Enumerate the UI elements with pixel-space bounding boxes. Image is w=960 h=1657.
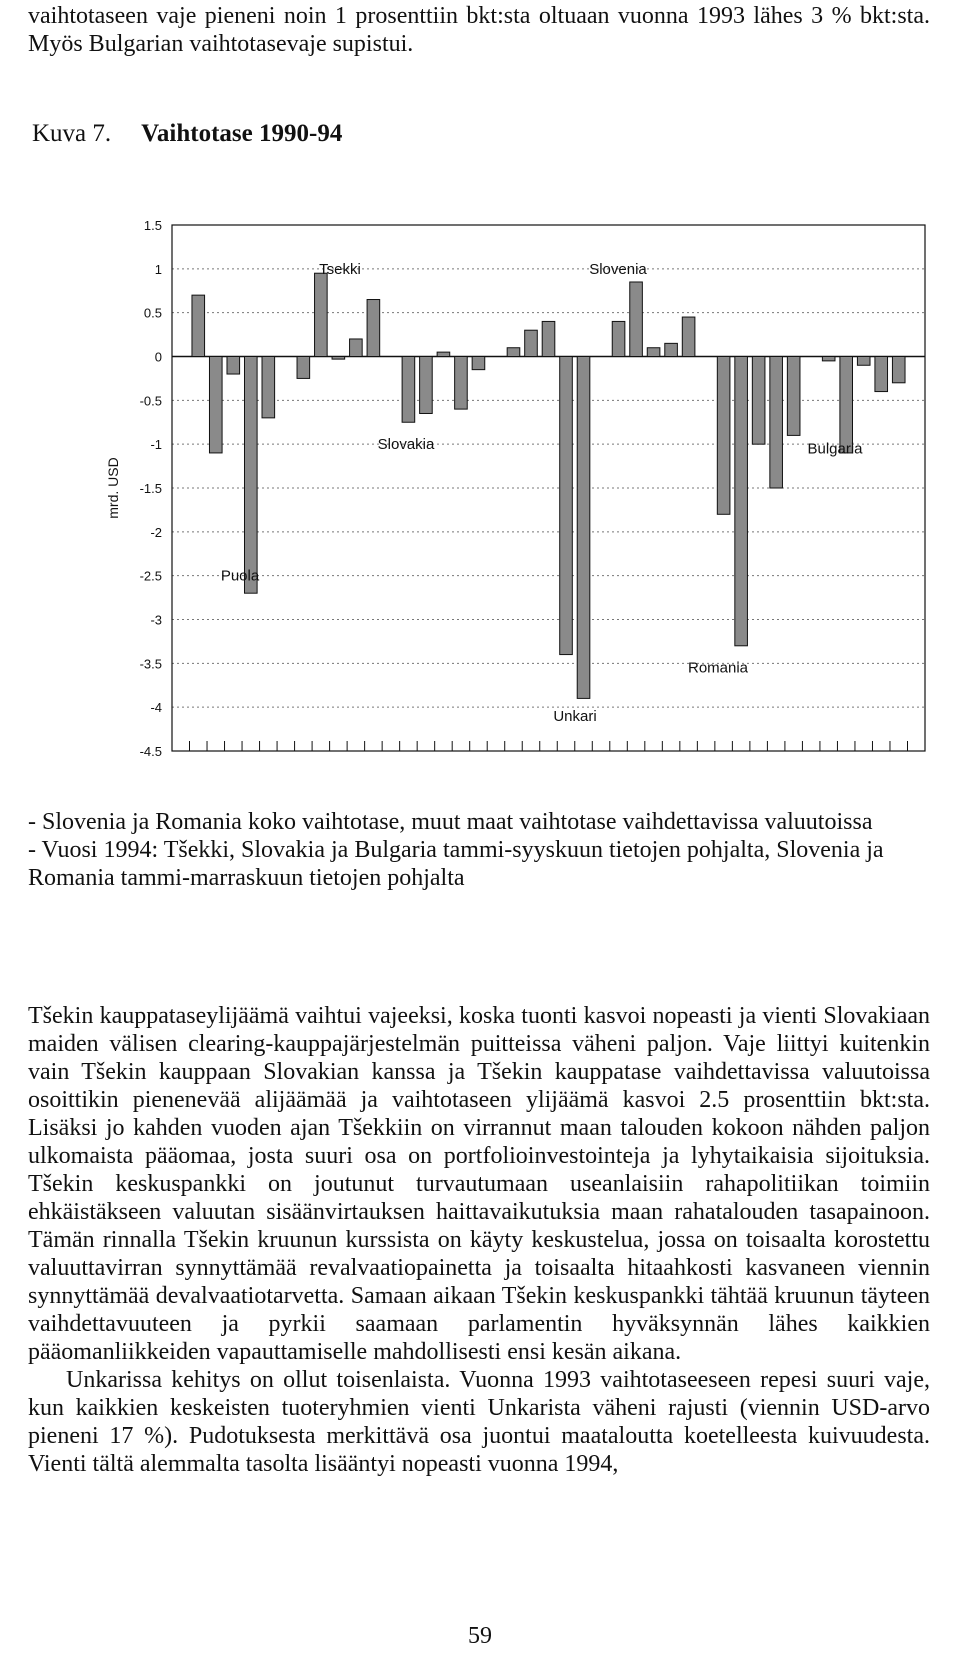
y-tick-label: -2.5 bbox=[139, 568, 162, 584]
bar bbox=[455, 357, 468, 410]
lead-paragraph: vaihtotaseen vaje pieneni noin 1 prosenttiin bkt:sta oltuaan vuonna 1993 lähes 3 % bkt:sta. Myös Bulgarian vaihtotasevaje supistui. bbox=[28, 3, 930, 57]
bar bbox=[227, 357, 240, 375]
group-label: Slovenia bbox=[589, 260, 647, 278]
bar bbox=[437, 352, 450, 356]
bar bbox=[875, 357, 888, 392]
bar bbox=[542, 321, 555, 356]
bar bbox=[244, 357, 257, 594]
body-paragraph: Tšekin kauppataseylijäämä vaihtui vajeeksi, koska tuonti kasvoi nopeasti ja vienti Slovakiaan maiden välisen clearing-kauppajärjestelmän puitteissa väheni paljon. Vaje liittyi kuitenkin vain Tšekin kauppaan Slovakian kanssa ja Tšekin kauppatase vaihdettavissa valuutoissa osoittikin pienenevää alijäämää ja vaihtotaseen ylijäämä kasvoi 2.5 prosenttiin bkt:sta. Lisäksi jo kahden vuoden ajan Tšekkiin on virrannut maan talouden kokoon nähden paljon ulkomaista pääomaa, josta suuri osa on portfolioinvestointeja ja lyhytaikaisia sijoituksia. Tšekin keskuspankki on joutunut turvautumaan useanlaisiin rahapolitiikan toimiin ehkäistäkseen valuutan sisäänvirtauksen haittavaikutuksia maan rahatalouden tasapainoon. Tämän rinnalla Tšekin kruunun kurssista on käyty keskustelua, jossa on toisaalta korostettu valuuttavirran synnyttämää revalvaatiopainetta ja toisaalta hitaahkosti kasvaneen viennin synnyttämää devalvaatiotarvetta. Samaan aikaan Tšekin keskuspankki tähtää kruunun täyteen vaihdettavuuteen ja pyrkii saamaan parlamentin hyväksynnän lähes kaikkien pääomanliikkeiden vapauttamiselle mahdollisesti ensi kesän aikana. bbox=[28, 1003, 930, 1365]
y-tick-label: -4.5 bbox=[139, 744, 162, 759]
bar bbox=[612, 321, 625, 356]
y-tick-label: -3.5 bbox=[139, 656, 162, 672]
bar bbox=[770, 357, 783, 489]
bar bbox=[315, 273, 328, 356]
y-tick-label: -2 bbox=[150, 524, 162, 540]
bar bbox=[209, 357, 222, 453]
bar bbox=[717, 357, 730, 515]
y-tick-label: 0.5 bbox=[143, 305, 162, 321]
bar bbox=[192, 295, 205, 356]
current-account-chart bbox=[0, 0, 960, 780]
bar bbox=[525, 330, 538, 356]
bar bbox=[822, 357, 835, 361]
figure-notes bbox=[28, 808, 930, 892]
group-label: Slovakia bbox=[377, 436, 435, 454]
bar bbox=[682, 317, 695, 356]
body-text bbox=[28, 1002, 930, 1478]
figure-note: - Vuosi 1994: Tšekki, Slovakia ja Bulgaria tammi-syyskuun tietojen pohjalta, Slovenia ja Romania tammi-marraskuun tietojen pohjalta bbox=[28, 837, 884, 891]
bar bbox=[647, 348, 660, 357]
bar bbox=[665, 343, 678, 356]
y-tick-label: -4 bbox=[150, 700, 162, 716]
group-label: Tsekki bbox=[319, 260, 361, 278]
y-tick-label: 1.5 bbox=[143, 218, 162, 233]
bar bbox=[787, 357, 800, 436]
bar bbox=[472, 357, 485, 370]
bar bbox=[735, 357, 748, 646]
bar bbox=[367, 300, 380, 357]
group-label: Unkari bbox=[553, 707, 597, 725]
group-label: Puola bbox=[220, 567, 260, 585]
bar bbox=[857, 357, 870, 366]
bar bbox=[420, 357, 433, 414]
group-label: Bulgaria bbox=[807, 440, 863, 458]
bar bbox=[297, 357, 310, 379]
bar bbox=[350, 339, 363, 357]
body-paragraph: Unkarissa kehitys on ollut toisenlaista. Vuonna 1993 vaihtotaseeseen repesi suuri vaje, kun kaikkien keskeisten tuoteryhmien vienti Unkarista väheni rajusti (viennin USD-arvo pieneni 17 %). Pudotuksesta merkittävä osa juontui maataloutta koetelleesta kuivuudesta. Vienti tältä alemmalta tasolta lisääntyi nopeasti vuonna 1994, bbox=[28, 1367, 930, 1477]
y-tick-label: 1 bbox=[154, 261, 162, 277]
figure-label: Kuva 7. bbox=[32, 120, 112, 147]
y-tick-label: -1 bbox=[150, 437, 162, 453]
group-label: Romania bbox=[687, 659, 749, 677]
bar bbox=[840, 357, 853, 453]
bar bbox=[507, 348, 520, 357]
figure-note: - Slovenia ja Romania koko vaihtotase, muut maat vaihtotase vaihdettavissa valuutoissa bbox=[28, 809, 873, 835]
bar bbox=[577, 357, 590, 699]
y-tick-label: -3 bbox=[150, 612, 162, 628]
figure-title: Vaihtotase 1990-94 bbox=[141, 120, 343, 147]
y-axis-label: mrd. USD bbox=[105, 457, 121, 519]
bar bbox=[752, 357, 765, 445]
y-tick-label: 0 bbox=[154, 349, 162, 365]
bar bbox=[262, 357, 275, 418]
y-tick-label: -1.5 bbox=[139, 481, 162, 496]
bar bbox=[402, 357, 415, 423]
bar bbox=[630, 282, 643, 357]
bar bbox=[560, 357, 573, 655]
bar bbox=[892, 357, 905, 383]
page-number: 59 bbox=[468, 1623, 492, 1649]
bar bbox=[332, 357, 345, 360]
y-tick-label: -0.5 bbox=[139, 393, 162, 409]
